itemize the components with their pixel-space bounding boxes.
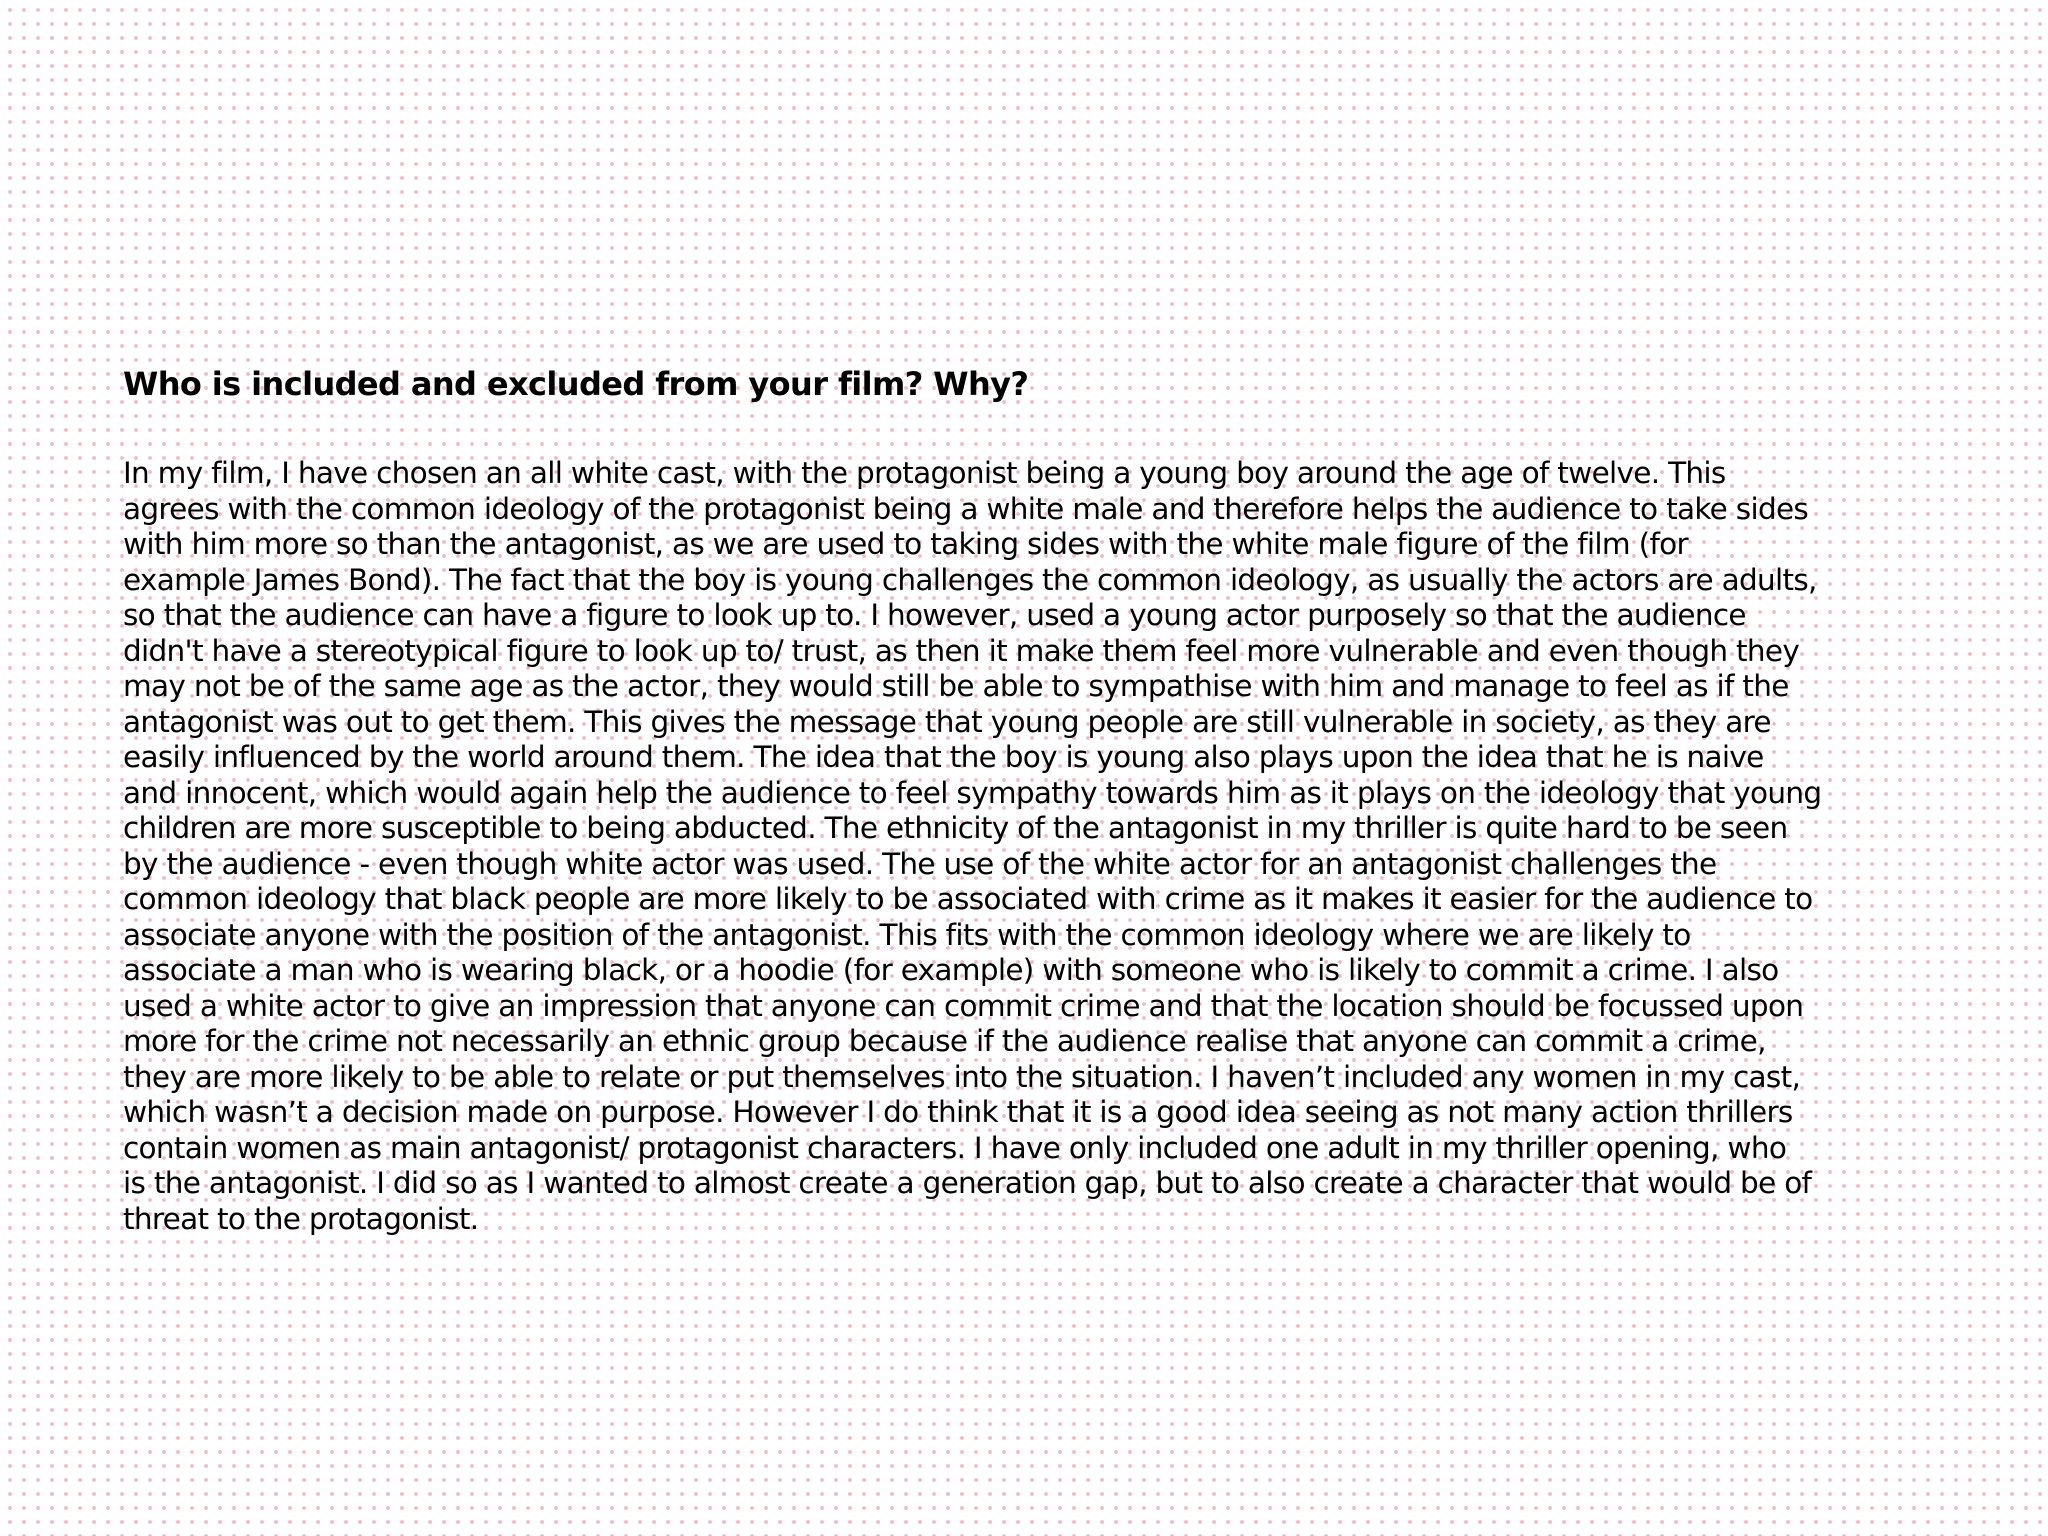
body-line: In my film, I have chosen an all white cast, with the protagonist being a young boy around the age of twelve. This <box>123 456 1726 490</box>
body-line: threat to the protagonist. <box>123 1201 479 1236</box>
body-line: with him more so than the antagonist, as we are used to taking sides with the white male figure of the film (for <box>123 527 1688 561</box>
body-line: example James Bond). The fact that the boy is young challenges the common ideology, as usually the actors are adults, <box>123 562 1817 597</box>
body-line: may not be of the same age as the actor, they would still be able to sympathise with him and manage to feel as if the <box>123 669 1789 703</box>
body-line: easily influenced by the world around them. The idea that the boy is young also plays upon the idea that he is naive <box>123 740 1764 774</box>
body-line: contain women as main antagonist/ protagonist characters. I have only included one adult in my thriller opening, who <box>123 1130 1787 1165</box>
body-line: by the audience - even though white actor was used. The use of the white actor for an antagonist challenges the <box>123 846 1717 881</box>
body-line: used a white actor to give an impression that anyone can commit crime and that the location should be focussed upon <box>123 988 1804 1023</box>
body-line: is the antagonist. I did so as I wanted to almost create a generation gap, but to also create a character that would be of <box>123 1166 1812 1200</box>
slide-heading: Who is included and excluded from your film? Why? <box>123 365 1029 403</box>
slide-body-text <box>123 456 1963 1237</box>
body-line: common ideology that black people are more likely to be associated with crime as it makes it easier for the audience to <box>123 882 1813 916</box>
body-line: didn't have a stereotypical figure to look up to/ trust, as then it make them feel more vulnerable and even though they <box>123 633 1800 668</box>
body-line: so that the audience can have a figure to look up to. I however, used a young actor purposely so that the audience <box>123 598 1746 632</box>
body-line: agrees with the common ideology of the protagonist being a white male and therefore helps the audience to take sides <box>123 491 1809 526</box>
body-line: associate a man who is wearing black, or a hoodie (for example) with someone who is likely to commit a crime. I also <box>123 953 1779 987</box>
body-line: associate anyone with the position of the antagonist. This fits with the common ideology where we are likely to <box>123 917 1691 952</box>
body-line: which wasn’t a decision made on purpose. However I do think that it is a good idea seeing as not many action thrillers <box>123 1095 1793 1129</box>
body-line: children are more susceptible to being abducted. The ethnicity of the antagonist in my thriller is quite hard to be seen <box>123 811 1788 845</box>
body-line: and innocent, which would again help the audience to feel sympathy towards him as it plays on the ideology that young <box>123 775 1822 810</box>
body-line: antagonist was out to get them. This gives the message that young people are still vulnerable in society, as they are <box>123 704 1771 739</box>
body-line: they are more likely to be able to relate or put themselves into the situation. I haven’t included any women in my cast, <box>123 1059 1801 1094</box>
body-line: more for the crime not necessarily an ethnic group because if the audience realise that anyone can commit a crime, <box>123 1024 1766 1058</box>
